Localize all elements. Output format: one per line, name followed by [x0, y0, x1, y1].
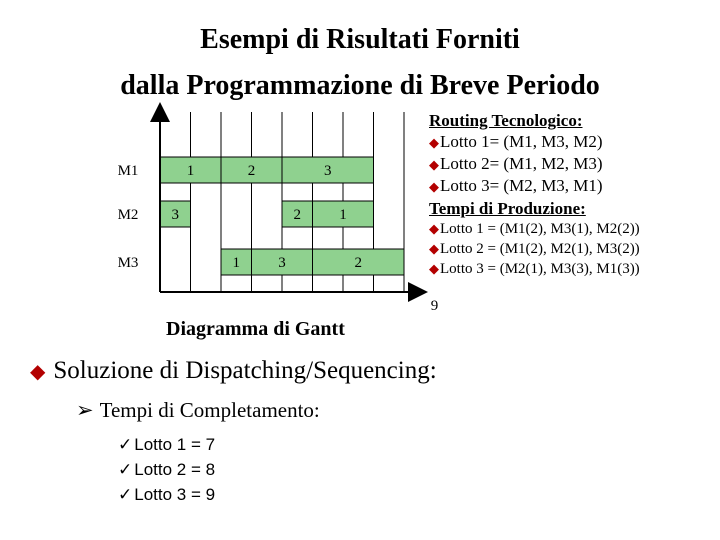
production-heading: Tempi di Produzione:: [429, 199, 586, 218]
gantt-caption: Diagramma di Gantt: [166, 318, 345, 340]
gantt-bars: [160, 157, 404, 275]
routing-item: ◆Lotto 3= (M2, M3, M1): [429, 176, 603, 195]
gantt-bar-label: 3: [324, 163, 332, 179]
diamond-bullet-icon: ◆: [429, 179, 439, 194]
diamond-bullet-icon: ◆: [429, 241, 439, 256]
gantt-bar-label: 1: [232, 255, 240, 271]
gantt-bar-label: 2: [354, 255, 362, 271]
production-item: ◆Lotto 3 = (M2(1), M3(3), M1(3)): [429, 261, 640, 277]
gantt-bar-label: 1: [339, 207, 347, 223]
diamond-bullet-icon: ◆: [429, 261, 439, 276]
completion-item: ✓ Lotto 2 = 8: [118, 460, 216, 479]
completion-item: ✓ Lotto 1 = 7: [118, 435, 216, 454]
diamond-bullet-icon: ◆: [429, 135, 439, 150]
diamond-bullet-icon: ◆: [429, 157, 439, 172]
production-item: ◆Lotto 2 = (M1(2), M2(1), M3(2)): [429, 241, 640, 257]
gantt-chart: [0, 0, 439, 320]
info-panel: [429, 110, 719, 279]
gantt-bar-label: 3: [171, 207, 179, 223]
routing-heading: Routing Tecnologico:: [429, 111, 583, 130]
machine-label: M3: [117, 255, 139, 271]
title-line-2: dalla Programmazione di Breve Periodo: [120, 70, 600, 101]
machine-label: M2: [117, 207, 139, 223]
completion-item: ✓ Lotto 3 = 9: [118, 485, 216, 504]
completion-subheading: ➢ Tempi di Completamento:: [76, 398, 320, 422]
check-icon: ✓: [118, 485, 133, 504]
diamond-bullet-icon: ◆: [429, 221, 439, 236]
routing-item: ◆Lotto 2= (M1, M2, M3): [429, 154, 603, 173]
title-line-1: Esempi di Risultati Forniti: [200, 24, 520, 55]
time-end-label: 9: [430, 298, 439, 314]
solution-heading: ◆ Soluzione di Dispatching/Sequencing:: [30, 357, 437, 384]
diamond-bullet-icon: ◆: [30, 361, 46, 383]
routing-item: ◆Lotto 1= (M1, M3, M2): [429, 132, 603, 151]
gantt-bar-label: 3: [278, 255, 286, 271]
check-icon: ✓: [118, 460, 133, 479]
check-icon: ✓: [118, 435, 133, 454]
arrow-bullet-icon: ➢: [76, 398, 94, 422]
gantt-bar-label: 1: [186, 163, 195, 179]
gantt-bar-label: 2: [247, 163, 256, 179]
machine-label: M1: [117, 163, 139, 179]
production-item: ◆Lotto 1 = (M1(2), M3(1), M2(2)): [429, 221, 640, 237]
gantt-bar-label: 2: [293, 207, 301, 223]
completion-list: [118, 432, 215, 507]
